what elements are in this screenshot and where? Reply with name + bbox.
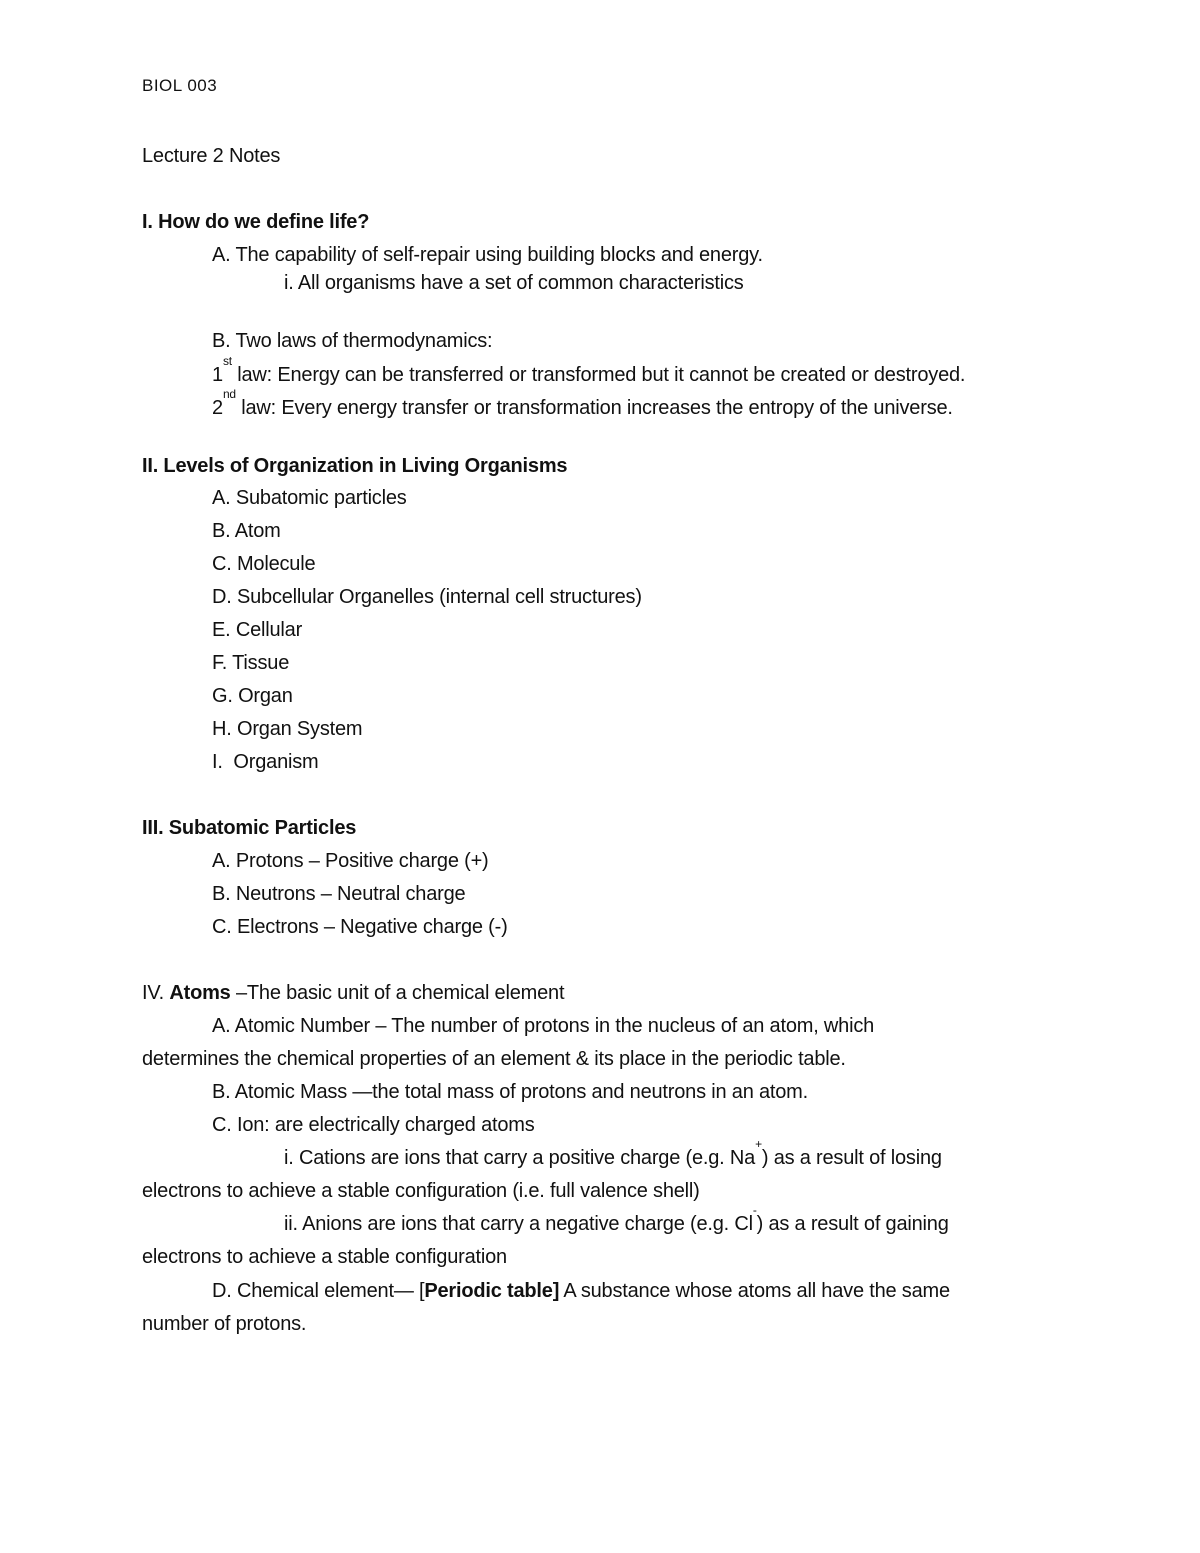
- anion-superscript: -: [752, 1203, 757, 1217]
- section-2-item: A. Subatomic particles: [212, 487, 407, 509]
- section-1-heading: I. How do we define life?: [142, 211, 370, 233]
- section-4-item-a-line-1: A. Atomic Number – The number of protons in the nucleus of an atom, which: [212, 1015, 875, 1037]
- section-2-item: H. Organ System: [212, 718, 363, 740]
- section-4-bold-term: Atoms: [169, 982, 231, 1004]
- section-3-item: C. Electrons – Negative charge (-): [212, 916, 508, 938]
- cations-text: i. Cations are ions that carry a positive charge (e.g. Na: [284, 1147, 756, 1169]
- section-2-item: G. Organ: [212, 685, 293, 707]
- law-2-superscript: nd: [222, 387, 236, 401]
- section-3-item: A. Protons – Positive charge (+): [212, 850, 489, 872]
- law-2-number: 2: [212, 397, 223, 419]
- periodic-table-label: Periodic table]: [424, 1280, 560, 1302]
- course-code: BIOL 003: [142, 76, 218, 95]
- section-4-item-d-line-2: number of protons.: [142, 1313, 307, 1335]
- section-1-item-b: B. Two laws of thermodynamics:: [212, 330, 493, 352]
- section-4-item-c-ii-line-2: electrons to achieve a stable configuration: [142, 1246, 507, 1268]
- section-3-item: B. Neutrons – Neutral charge: [212, 883, 466, 905]
- cations-text-end: ) as a result of losing: [761, 1147, 942, 1169]
- section-2-heading: II. Levels of Organization in Living Organisms: [142, 455, 568, 477]
- law-2-line: [212, 387, 953, 420]
- section-1-item-a: A. The capability of self-repair using building blocks and energy.: [212, 244, 763, 266]
- anions-text: ii. Anions are ions that carry a negative charge (e.g. Cl: [284, 1213, 753, 1235]
- section-2-item: E. Cellular: [212, 619, 303, 641]
- section-4-item-c: C. Ion: are electrically charged atoms: [212, 1114, 535, 1136]
- section-1-item-a-i: i. All organisms have a set of common characteristics: [284, 272, 744, 294]
- section-2-item: I. Organism: [212, 751, 319, 773]
- law-1-text: law: Energy can be transferred or transformed but it cannot be created or destroyed.: [231, 364, 966, 386]
- cation-superscript: +: [755, 1137, 762, 1151]
- section-4-item-c-i-line-2: electrons to achieve a stable configuration (i.e. full valence shell): [142, 1180, 700, 1202]
- section-4-prefix: IV.: [142, 982, 170, 1004]
- section-4-item-c-i-line-1: [284, 1137, 942, 1170]
- law-1-superscript: st: [222, 354, 232, 368]
- law-2-text: law: Every energy transfer or transformation increases the entropy of the universe.: [235, 397, 953, 419]
- anions-text-end: ) as a result of gaining: [756, 1213, 949, 1235]
- chemical-element-label: D. Chemical element— [: [212, 1280, 425, 1302]
- section-4-item-c-ii-line-1: [284, 1203, 949, 1236]
- page-title: Lecture 2 Notes: [142, 145, 281, 167]
- section-2-item: C. Molecule: [212, 553, 316, 575]
- section-4-item-a-line-2: determines the chemical properties of an element & its place in the periodic table.: [142, 1048, 846, 1070]
- chemical-element-definition: A substance whose atoms all have the same: [559, 1280, 950, 1302]
- section-4-item-b: B. Atomic Mass —the total mass of protons and neutrons in an atom.: [212, 1081, 808, 1103]
- section-2-item: B. Atom: [212, 520, 281, 542]
- section-4-definition: –The basic unit of a chemical element: [230, 982, 565, 1004]
- section-4-heading: [142, 981, 564, 1005]
- section-3-heading: III. Subatomic Particles: [142, 817, 357, 839]
- law-1-number: 1: [212, 364, 223, 386]
- section-4-item-d-line-1: [212, 1279, 950, 1303]
- law-1-line: [212, 354, 966, 387]
- section-2-item: F. Tissue: [212, 652, 290, 674]
- section-2-item: D. Subcellular Organelles (internal cell structures): [212, 586, 642, 608]
